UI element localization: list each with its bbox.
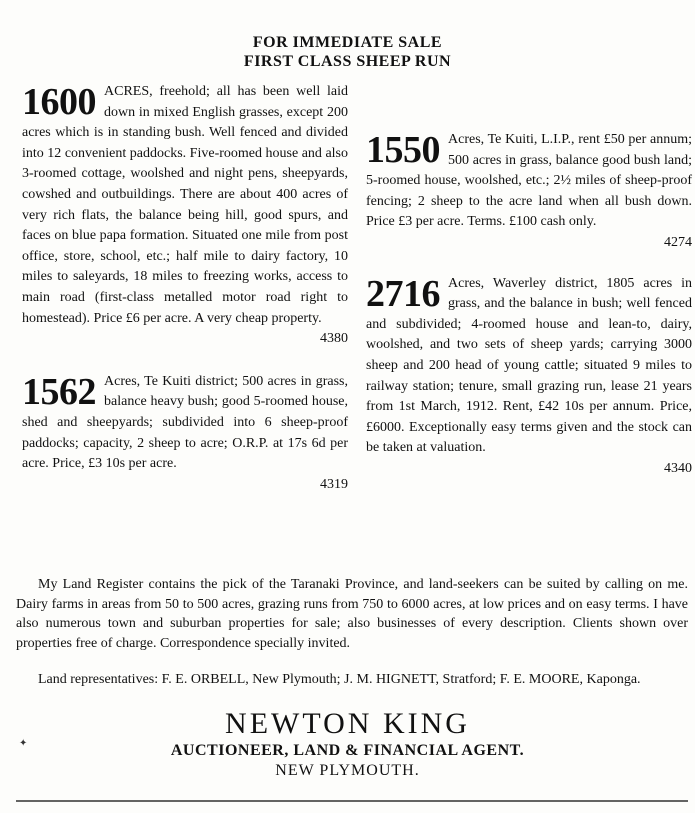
bottom-rule	[16, 800, 688, 802]
listing-text: Acres, Waverley district, 1805 acres in grass, and the balance in bush; well fenced and subdivided; 4-roomed house and lean-to, dairy, woolshed, and two sets of sheep yards; carrying 3000 sheep and 200 head of young cattle; situated 9 miles to railway station; tenure, small grazing run, lease 21 years from 1st March, 1912. Rent, £42 10s per annum. Price, £6000. Exceptionally easy terms given and the stock can be taken at valuation.	[366, 275, 692, 456]
land-representatives: Land representatives: F. E. ORBELL, New Plymouth; J. M. HIGNETT, Stratford; F. E. MOORE, Kaponga.	[38, 672, 641, 687]
listing-number: 2716	[366, 272, 440, 315]
listing-1600	[22, 82, 348, 350]
land-register-note: My Land Register contains the pick of the Taranaki Province, and land-seekers can be suited by calling on me. Dairy farms in areas from 50 to 500 acres, grazing runs from 750 to 6000 acres, at low prices and on easy terms. I have also numerous town and suburban properties for sale; also businesses of every description. Clients shown over properties free of charge. Correspondence specially invited.	[16, 577, 688, 651]
listing-ref: 4274	[664, 234, 692, 250]
advertiser-location: NEW PLYMOUTH.	[275, 762, 420, 779]
listing-text: Acres, Te Kuiti district; 500 acres in grass, balance heavy bush; good 5-roomed house, shed and sheepyards; subdivided into 6 sheep-proof paddocks; capacity, 2 sheep to acre; O.R.P. at 17s 6d per acre. Price, £3 10s per acre.	[22, 373, 348, 472]
left-column	[22, 82, 348, 495]
listing-1562	[22, 372, 348, 496]
listing-2716	[366, 274, 692, 480]
listing-ref: 4319	[320, 476, 348, 492]
advertiser-title: AUCTIONEER, LAND & FINANCIAL AGENT.	[170, 742, 525, 759]
listing-1550	[366, 130, 692, 254]
listing-text: ACRES, freehold; all has been well laid down in mixed English grasses, except 200 acres which is in standing bush. Well fenced and divided into 12 convenient paddocks. Five-roomed house and also 3-roomed cottage, woolshed and night pens, sheepyards, cowshed and outbuildings. There are about 400 acres of very rich flats, the balance being hill, good spurs, and faces on blue papa formation. Situated one mile from post office, store, school, etc.; half mile to dairy factory, 10 miles to saleyards, 18 miles to freezing works, access to main road (first-class metalled motor road right to homestead). Price £6 per acre. A very cheap property.	[22, 84, 348, 326]
right-column	[366, 130, 692, 480]
advertiser-name: NEWTON KING	[225, 707, 470, 740]
listing-number: 1600	[22, 81, 96, 123]
listing-ref: 4380	[320, 331, 348, 347]
listing-ref: 4340	[664, 460, 692, 476]
heading-line-1: FOR IMMEDIATE SALE	[252, 34, 443, 51]
listing-text: Acres, Te Kuiti, L.I.P., rent £50 per annum; 500 acres in grass, balance good bush land; 5-roomed house, woolshed, etc.; 2½ miles of sheep-proof fencing; 2 sheep to the acre land when all bush down. Price £3 per acre. Terms. £100 cash only.	[366, 132, 692, 230]
listing-number: 1562	[22, 370, 96, 413]
heading-line-2: FIRST CLASS SHEEP RUN	[243, 53, 452, 70]
print-speck-icon: ✦	[19, 738, 28, 749]
listing-number: 1550	[366, 129, 440, 171]
